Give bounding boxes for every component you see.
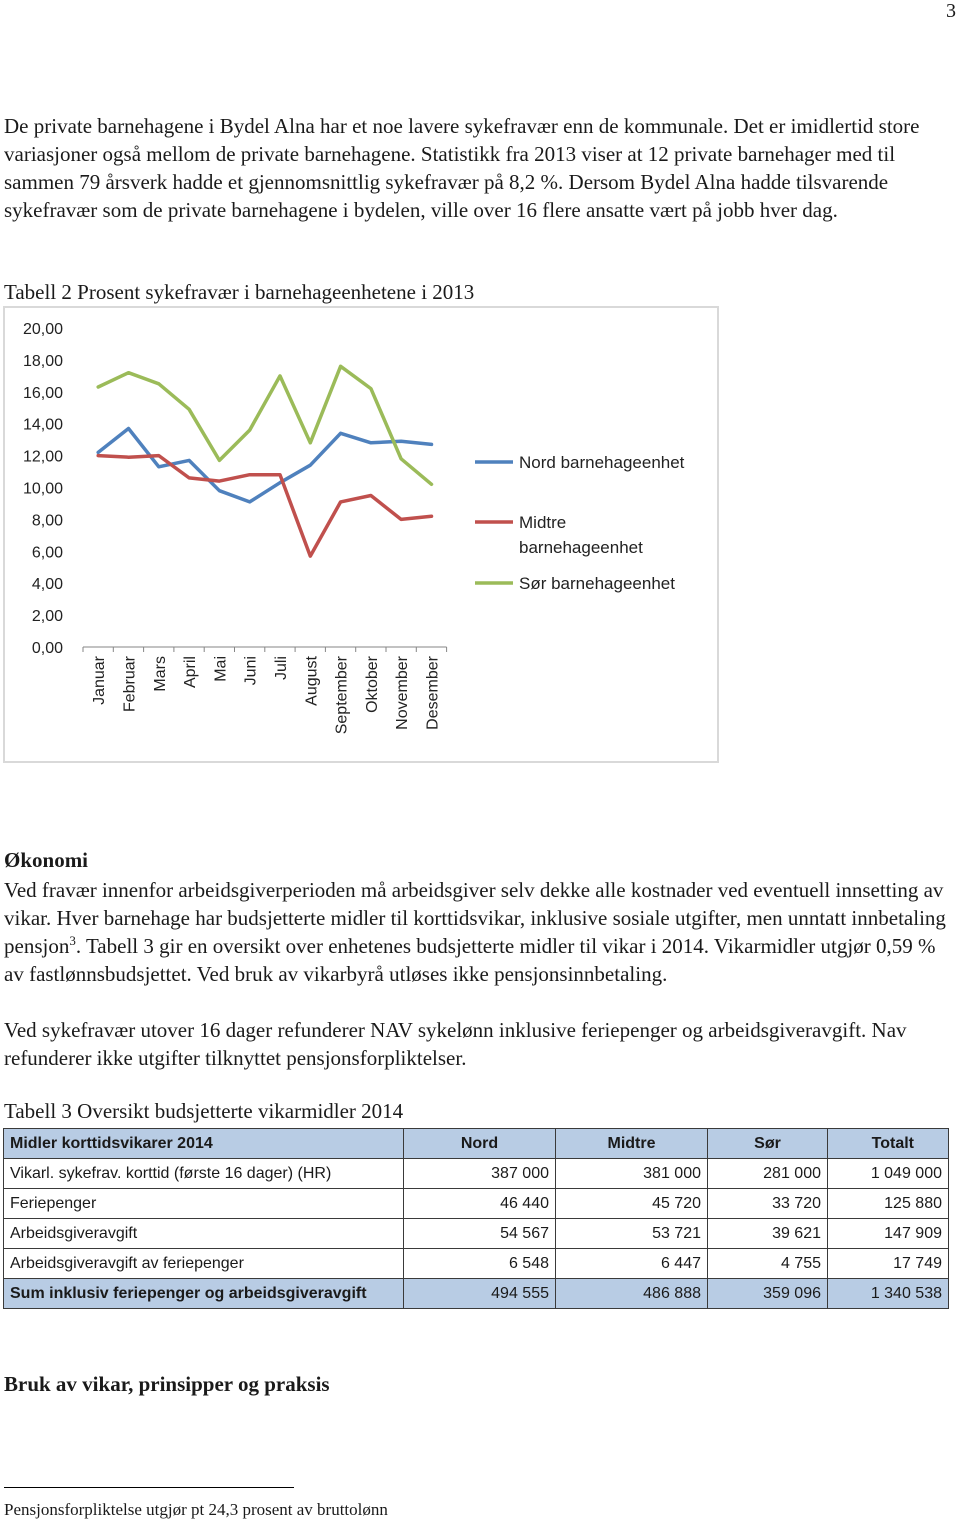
- cell-midtre: 6 447: [556, 1249, 708, 1279]
- y-tick-label: 0,00: [31, 640, 63, 657]
- cell-sor: 4 755: [708, 1249, 828, 1279]
- y-tick-label: 12,00: [22, 448, 63, 466]
- header-cell: Midler korttidsvikarer 2014: [4, 1129, 404, 1159]
- cell-sor: 33 720: [708, 1189, 828, 1219]
- chart-svg: [5, 308, 717, 761]
- x-tick-label: Januar: [91, 656, 109, 705]
- cell-totalt: 125 880: [828, 1189, 949, 1219]
- series-line: [98, 456, 431, 556]
- x-tick-label: April: [182, 656, 200, 689]
- cell-totalt: 17 749: [828, 1249, 949, 1279]
- sum-midtre: 486 888: [556, 1279, 708, 1309]
- legend-label: Nord barnehageenhet: [519, 453, 685, 472]
- header-cell: Nord: [404, 1129, 556, 1159]
- budget-table: [3, 1128, 949, 1309]
- table-row: [4, 1219, 949, 1249]
- y-tick-label: 2,00: [31, 608, 63, 626]
- row-label: Feriepenger: [4, 1189, 404, 1219]
- series-line: [98, 366, 431, 484]
- economy-p1-text-b: . Tabell 3 gir en oversikt over enhetenes budsjetterte midler til vikar i 2014. Vikarmidler utgjør 0,59 % av fastlønnsbudsjettet. Ved bruk av vikarbyrå utløses ikke pensjonsinnbetaling.: [4, 934, 936, 986]
- cell-totalt: 1 049 000: [828, 1159, 949, 1189]
- sum-totalt: 1 340 538: [828, 1279, 949, 1309]
- sum-row: [4, 1279, 949, 1309]
- cell-midtre: 381 000: [556, 1159, 708, 1189]
- table-header-row: [4, 1129, 949, 1159]
- cell-nord: 387 000: [404, 1159, 556, 1189]
- header-cell: Midtre: [556, 1129, 708, 1159]
- x-tick-label: Mars: [151, 656, 169, 692]
- x-tick-label: August: [303, 656, 321, 706]
- footnote-text: Pensjonsforpliktelse utgjør pt 24,3 prosent av bruttolønn: [4, 1500, 388, 1519]
- y-tick-label: 10,00: [22, 480, 63, 498]
- x-tick-label: Juli: [272, 656, 290, 681]
- economy-paragraph-2: Ved sykefravær utover 16 dager refunderer NAV sykelønn inklusive feriepenger og arbeidsgiveravgift. Nav refunderer ikke utgifter tilknyttet pensjonsforpliktelser.: [4, 1018, 907, 1070]
- cell-totalt: 147 909: [828, 1219, 949, 1249]
- legend-label: barnehageenhet: [519, 538, 643, 557]
- table-row: [4, 1159, 949, 1189]
- x-tick-label: Februar: [121, 656, 139, 713]
- header-cell: Sør: [708, 1129, 828, 1159]
- footnote-ref: 3: [69, 933, 76, 948]
- economy-paragraph-1: [4, 876, 954, 988]
- table-row: [4, 1189, 949, 1219]
- y-tick-label: 14,00: [22, 416, 63, 434]
- cell-sor: 39 621: [708, 1219, 828, 1249]
- y-tick-label: 20,00: [22, 321, 63, 338]
- x-tick-label: Mai: [212, 656, 230, 682]
- legend-label: Sør barnehageenhet: [519, 574, 675, 593]
- sum-label: Sum inklusiv feriepenger og arbeidsgiveravgift: [4, 1279, 404, 1309]
- sum-nord: 494 555: [404, 1279, 556, 1309]
- y-tick-label: 8,00: [31, 512, 63, 530]
- row-label: Arbeidsgiveravgift: [4, 1219, 404, 1249]
- y-tick-label: 16,00: [22, 384, 63, 402]
- economy-p1-text-a: Ved fravær innenfor arbeidsgiverperioden må arbeidsgiver selv dekke alle kostnader ved eventuell innsetting av vikar. Hver barnehage har budsjetterte midler til korttidsvikar, inklusive sosiale utgifter, men unntatt innbetaling pensjon: [4, 878, 946, 958]
- y-tick-label: 6,00: [31, 544, 63, 562]
- page-number: 3: [946, 0, 956, 22]
- sum-sor: 359 096: [708, 1279, 828, 1309]
- economy-heading: Økonomi: [4, 848, 89, 872]
- x-tick-label: September: [333, 656, 351, 735]
- cell-nord: 6 548: [404, 1249, 556, 1279]
- row-label: Vikarl. sykefrav. korttid (første 16 dager) (HR): [4, 1159, 404, 1189]
- header-cell: Totalt: [828, 1129, 949, 1159]
- cell-midtre: 53 721: [556, 1219, 708, 1249]
- x-tick-label: Desember: [424, 656, 442, 730]
- table2-caption: Tabell 2 Prosent sykefravær i barnehageenhetene i 2013: [4, 280, 475, 304]
- y-tick-label: 4,00: [31, 576, 63, 594]
- sick-leave-chart: [3, 306, 719, 763]
- intro-paragraph: De private barnehagene i Bydel Alna har et noe lavere sykefravær enn de kommunale. Det er imidlertid store variasjoner også mellom de private barnehagene. Statistikk fra 2013 viser at 12 private barnehager med til sammen 79 årsverk hadde et gjennomsnittlig sykefravær på 8,2 %. Dersom Bydel Alna hadde tilsvarende sykefravær som de private barnehagene i bydelen, ville over 16 flere ansatte vært på jobb hver dag.: [4, 114, 920, 222]
- y-tick-label: 18,00: [22, 352, 63, 370]
- table-row: [4, 1249, 949, 1279]
- footnote-divider: [4, 1487, 294, 1488]
- x-tick-label: Juni: [242, 656, 260, 686]
- row-label: Arbeidsgiveravgift av feriepenger: [4, 1249, 404, 1279]
- section-heading: Bruk av vikar, prinsipper og praksis: [4, 1372, 330, 1396]
- series-line: [98, 429, 431, 502]
- x-tick-label: November: [394, 656, 412, 730]
- x-tick-label: Oktober: [363, 656, 381, 713]
- cell-sor: 281 000: [708, 1159, 828, 1189]
- cell-nord: 54 567: [404, 1219, 556, 1249]
- cell-midtre: 45 720: [556, 1189, 708, 1219]
- legend-label: Midtre: [519, 513, 567, 532]
- table3-caption: Tabell 3 Oversikt budsjetterte vikarmidler 2014: [4, 1099, 404, 1123]
- cell-nord: 46 440: [404, 1189, 556, 1219]
